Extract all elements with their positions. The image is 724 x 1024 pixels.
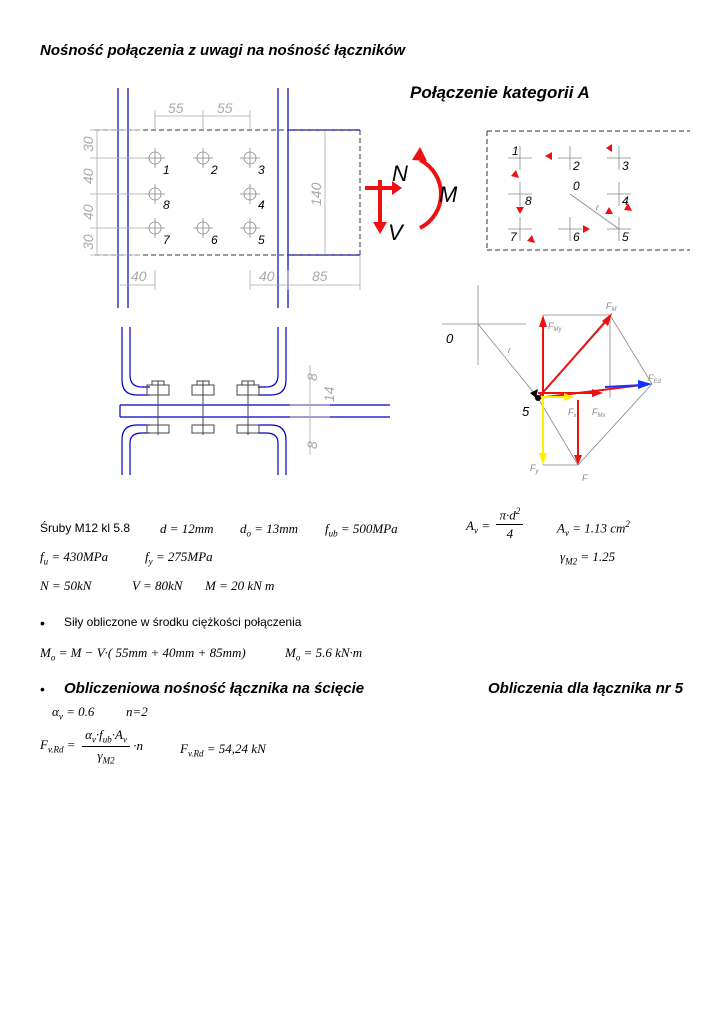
vector-fm-label: $F_M$ <box>606 301 617 313</box>
fu-value: $f_u = 430MPa$ <box>40 549 109 567</box>
vector-fed-label: $F_{Ed}$ <box>648 373 661 385</box>
dim-40-bl: 40 <box>131 268 147 284</box>
category-title: Połączenie kategorii A <box>410 83 590 102</box>
bullet-icon: • <box>40 615 45 631</box>
dim-30-bottom: 30 <box>80 234 96 250</box>
vector-fx-label: $F_x$ <box>568 407 577 419</box>
dim-140: 140 <box>308 182 324 206</box>
bolt-label-4: 4 <box>258 198 265 212</box>
page-title: Nośność połączenia z uwagi na nośność łączników <box>40 42 406 59</box>
bullet-icon-2: • <box>40 681 45 697</box>
bolt-group <box>145 148 260 238</box>
N-value: N = 50kN <box>40 578 92 593</box>
fy-value: $f_y = 275MPa$ <box>145 549 213 567</box>
V-value: V = 80kN <box>132 578 183 593</box>
M-value: M = 20 kN m <box>205 578 275 593</box>
fub-value: $f_{ub} = 500MPa$ <box>325 521 398 539</box>
schema-bolt-2: 2 <box>573 159 580 173</box>
schema-bolt-8: 8 <box>525 194 532 208</box>
forces-bullet-text: Siły obliczone w środku ciężkości połączenia <box>64 615 302 629</box>
section-dim-8-top: 8 <box>304 373 320 381</box>
schema-bolt-3: 3 <box>622 159 629 173</box>
dim-40-br: 40 <box>259 268 275 284</box>
dim-40-a: 40 <box>80 168 96 184</box>
moment-label-M: M <box>439 182 458 207</box>
bolt-label-6: 6 <box>211 233 218 247</box>
schema-bolt-1: 1 <box>512 144 519 158</box>
bolt-label-8: 8 <box>163 198 170 212</box>
schema-bolt-7: 7 <box>510 230 517 244</box>
d-value: d = 12mm <box>160 521 214 536</box>
bolt-label-1: 1 <box>163 163 170 177</box>
vector-origin-0: 0 <box>446 331 454 346</box>
gamma-m2-value: $\gamma_{M2} = 1.25$ <box>560 549 616 567</box>
dim-55-left: 55 <box>168 100 184 116</box>
mo-expression: $M_o = M - V\cdot$( 55mm + 40mm + 85mm) <box>40 645 246 663</box>
dim-40-b: 40 <box>80 204 96 220</box>
vector-fmy-label: $F_{My}$ <box>548 321 562 333</box>
schema-bolt-6: 6 <box>573 230 580 244</box>
bolts-label: Śruby M12 kl 5.8 <box>40 521 131 535</box>
force-label-V: V <box>388 220 403 245</box>
bolt-label-2: 2 <box>211 163 218 177</box>
force-label-N: N <box>392 161 408 186</box>
n-value: n=2 <box>126 704 148 719</box>
bolt-label-7: 7 <box>163 233 170 247</box>
schema-bolt-0: 0 <box>573 179 580 193</box>
vector-bolt-5: 5 <box>522 404 530 419</box>
vector-diagram <box>430 285 690 490</box>
section-dim-14: 14 <box>321 386 337 402</box>
do-value: $d_o = 13mm$ <box>240 521 299 539</box>
bolt-label-5: 5 <box>258 233 265 247</box>
vector-r-label: r <box>508 346 511 355</box>
section-drawing <box>100 325 400 475</box>
dim-85: 85 <box>312 268 328 284</box>
fvrd-formula: $F_{v.Rd}$ = $\frac{\alpha_v\cdot f_{ub}\cdot A_v}{\gamma_{M2}}$ ·n <box>40 727 143 766</box>
fvrd-result: $F_{v.Rd} = 54,24$ kN <box>180 741 266 759</box>
bolt-label-3: 3 <box>258 163 265 177</box>
av-formula: $A_v$ = $\frac{\pi\cdot d^2}{4}$ <box>466 506 523 542</box>
schema-bolt-4: 4 <box>622 194 629 208</box>
schema-bolt-5: 5 <box>622 230 629 244</box>
mo-result: $M_o = 5.6$ kN·m <box>285 645 363 663</box>
section-dim-8-bottom: 8 <box>304 441 320 449</box>
vector-fy-label: $F_y$ <box>530 463 539 475</box>
schema-r-label: r <box>596 203 599 212</box>
dim-55-right: 55 <box>217 100 233 116</box>
vector-fmx-label: $F_{Mx}$ <box>592 407 606 419</box>
dim-30-top: 30 <box>80 136 96 152</box>
alpha-v-value: $\alpha_v = 0.6$ <box>52 704 95 722</box>
av-result: $A_v = 1.13$ $cm^2$ <box>557 519 630 538</box>
shear-heading: Obliczeniowa nośność łącznika na ścięcie <box>64 680 365 697</box>
vector-f-label: F <box>582 473 588 483</box>
bolt5-heading: Obliczenia dla łącznika nr 5 <box>488 680 684 697</box>
